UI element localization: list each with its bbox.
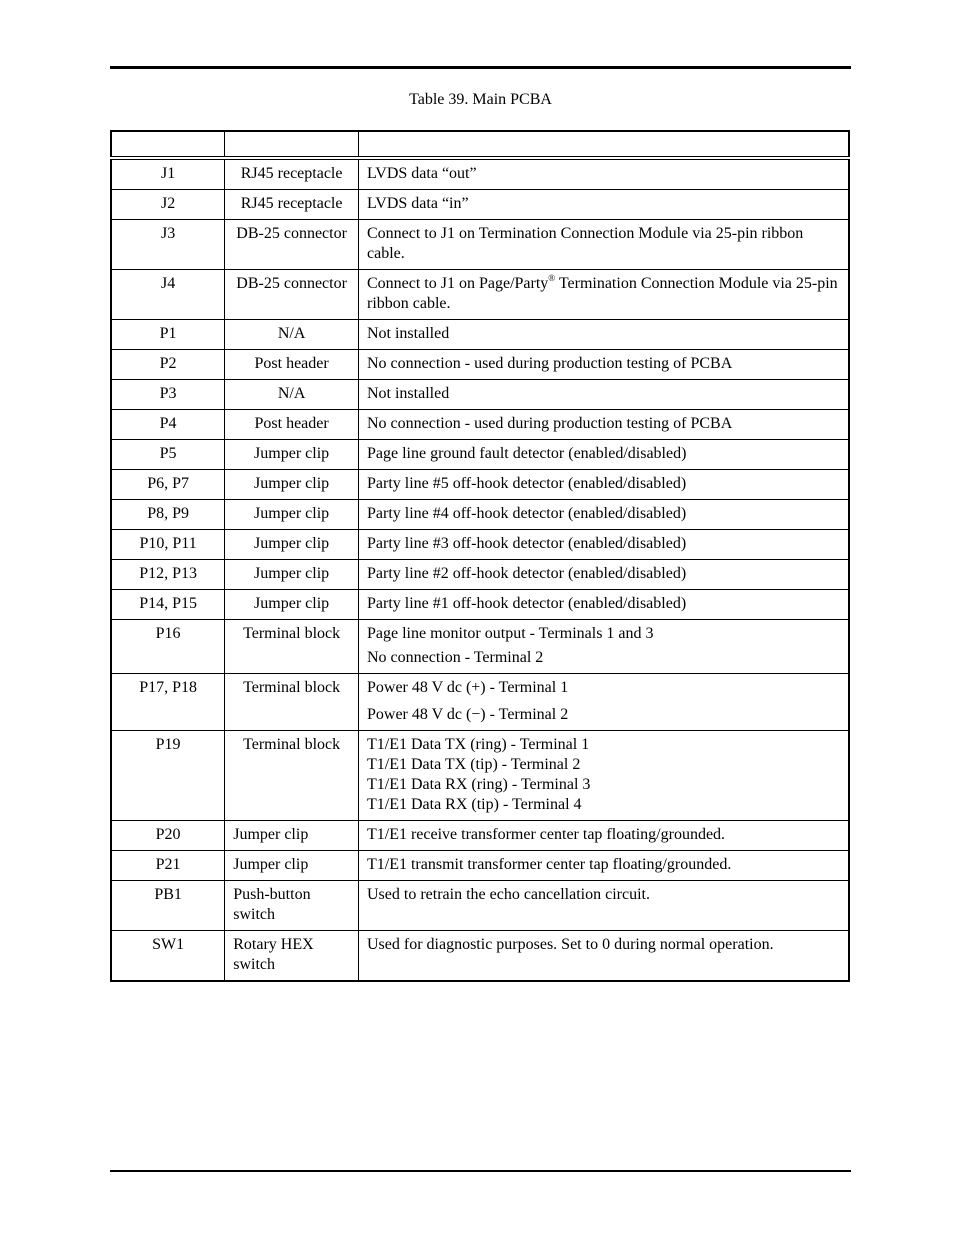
component-type-cell: Terminal block <box>225 674 359 731</box>
table-row <box>111 500 849 530</box>
description-line: LVDS data “in” <box>366 195 469 212</box>
reference-designator-cell: P3 <box>111 380 225 410</box>
reference-designator-cell: P4 <box>111 410 225 440</box>
description-line: Party line #1 off-hook detector (enabled/disabled) <box>366 595 687 612</box>
footer-rule <box>110 1170 851 1172</box>
component-type-cell: RJ45 receptacle <box>225 158 359 190</box>
description-cell <box>358 821 849 851</box>
component-type-cell: N/A <box>225 320 359 350</box>
reference-designator-cell: P14, P15 <box>111 590 225 620</box>
description-cell <box>358 500 849 530</box>
main-pcba-table <box>110 130 850 982</box>
table-row <box>111 530 849 560</box>
component-type-cell: N/A <box>225 380 359 410</box>
table-row <box>111 470 849 500</box>
component-type-cell: Post header <box>225 410 359 440</box>
description-line: Page line monitor output - Terminals 1 and 3 <box>366 625 654 642</box>
table-header-row <box>111 131 849 158</box>
reference-designator-cell: P5 <box>111 440 225 470</box>
description-line: Page line ground fault detector (enabled/disabled) <box>366 445 687 462</box>
description-cell <box>358 931 849 982</box>
description-line: Power 48 V dc (+) - Terminal 1 <box>366 679 569 696</box>
table-row <box>111 931 849 982</box>
table-row <box>111 881 849 931</box>
reference-designator-cell: P12, P13 <box>111 560 225 590</box>
description-line: T1/E1 transmit transformer center tap floating/grounded. <box>366 856 732 873</box>
table-row <box>111 190 849 220</box>
description-cell <box>358 560 849 590</box>
table-caption: Table 39. Main PCBA <box>409 91 552 108</box>
header-cell <box>358 131 849 158</box>
description-line: Connect to J1 on Termination Connection Module via 25-pin ribbon cable. <box>366 225 804 262</box>
component-type-cell: Jumper clip <box>225 440 359 470</box>
component-type-cell: Jumper clip <box>225 500 359 530</box>
reference-designator-cell: P6, P7 <box>111 470 225 500</box>
reference-designator-cell: PB1 <box>111 881 225 931</box>
component-type-cell: DB-25 connector <box>225 220 359 270</box>
description-cell <box>358 190 849 220</box>
component-type-cell: Jumper clip <box>225 530 359 560</box>
description-line: LVDS data “out” <box>366 165 477 182</box>
component-type-cell: Jumper clip <box>225 590 359 620</box>
description-cell <box>358 731 849 821</box>
table-row <box>111 270 849 320</box>
description-line: No connection - used during production testing of PCBA <box>366 415 733 432</box>
table-row <box>111 350 849 380</box>
table-row <box>111 320 849 350</box>
description-cell <box>358 881 849 931</box>
table-row <box>111 380 849 410</box>
component-type-cell: Post header <box>225 350 359 380</box>
table-row <box>111 560 849 590</box>
reference-designator-cell: P19 <box>111 731 225 821</box>
description-cell <box>358 350 849 380</box>
description-text: Connect to J1 on Page/Party <box>366 275 549 292</box>
description-line: Used for diagnostic purposes. Set to 0 during normal operation. <box>366 936 774 953</box>
header-cell <box>225 131 359 158</box>
description-cell <box>358 440 849 470</box>
table-row <box>111 410 849 440</box>
description-line: No connection - used during production testing of PCBA <box>366 355 733 372</box>
component-type-cell: Push-button switch <box>225 881 359 931</box>
description-line: Party line #4 off-hook detector (enabled/disabled) <box>366 505 687 522</box>
table-row <box>111 590 849 620</box>
reference-designator-cell: J2 <box>111 190 225 220</box>
reference-designator-cell: J4 <box>111 270 225 320</box>
reference-designator-cell: P17, P18 <box>111 674 225 731</box>
table-row <box>111 674 849 731</box>
description-cell <box>358 470 849 500</box>
component-type-cell: Terminal block <box>225 620 359 674</box>
component-type-cell: Terminal block <box>225 731 359 821</box>
description-line: Party line #2 off-hook detector (enabled/disabled) <box>366 565 687 582</box>
reference-designator-cell: P8, P9 <box>111 500 225 530</box>
component-type-cell: Jumper clip <box>225 851 359 881</box>
component-type-cell: DB-25 connector <box>225 270 359 320</box>
description-line: Party line #3 off-hook detector (enabled/disabled) <box>366 535 687 552</box>
registered-mark: ® <box>548 273 556 283</box>
description-text: Termination Connection Module via 25-pin ribbon cable. <box>366 275 838 312</box>
reference-designator-cell: P16 <box>111 620 225 674</box>
table-row <box>111 821 849 851</box>
reference-designator-cell: P20 <box>111 821 225 851</box>
description-cell <box>358 674 849 731</box>
table-row <box>111 620 849 674</box>
description-cell <box>358 270 849 320</box>
description-line: T1/E1 Data TX (tip) - Terminal 2 <box>366 756 581 773</box>
description-cell <box>358 530 849 560</box>
reference-designator-cell: P2 <box>111 350 225 380</box>
description-line: Not installed <box>366 385 450 402</box>
table-row <box>111 158 849 190</box>
description-cell <box>358 620 849 674</box>
description-cell <box>358 220 849 270</box>
reference-designator-cell: J1 <box>111 158 225 190</box>
description-line: No connection - Terminal 2 <box>366 649 544 666</box>
description-line: Party line #5 off-hook detector (enabled/disabled) <box>366 475 687 492</box>
table-row <box>111 220 849 270</box>
component-type-cell: Jumper clip <box>225 821 359 851</box>
description-cell <box>358 380 849 410</box>
component-type-cell: Jumper clip <box>225 560 359 590</box>
description-line: Power 48 V dc (−) - Terminal 2 <box>366 706 569 723</box>
component-type-cell: Jumper clip <box>225 470 359 500</box>
header-rule <box>110 66 851 69</box>
table-row <box>111 731 849 821</box>
reference-designator-cell: P10, P11 <box>111 530 225 560</box>
reference-designator-cell: SW1 <box>111 931 225 982</box>
table-row <box>111 440 849 470</box>
description-line: T1/E1 Data RX (ring) - Terminal 3 <box>366 776 591 793</box>
reference-designator-cell: J3 <box>111 220 225 270</box>
component-type-cell: Rotary HEX switch <box>225 931 359 982</box>
header-cell <box>111 131 225 158</box>
reference-designator-cell: P21 <box>111 851 225 881</box>
description-cell <box>358 410 849 440</box>
description-line: Not installed <box>366 325 450 342</box>
component-type-cell: RJ45 receptacle <box>225 190 359 220</box>
description-cell <box>358 851 849 881</box>
reference-designator-cell: P1 <box>111 320 225 350</box>
description-line: T1/E1 Data RX (tip) - Terminal 4 <box>366 796 582 813</box>
description-cell <box>358 320 849 350</box>
description-line: T1/E1 receive transformer center tap floating/grounded. <box>366 826 726 843</box>
description-line: T1/E1 Data TX (ring) - Terminal 1 <box>366 736 590 753</box>
table-row <box>111 851 849 881</box>
description-cell <box>358 590 849 620</box>
description-line: Used to retrain the echo cancellation circuit. <box>366 886 650 903</box>
description-cell <box>358 158 849 190</box>
